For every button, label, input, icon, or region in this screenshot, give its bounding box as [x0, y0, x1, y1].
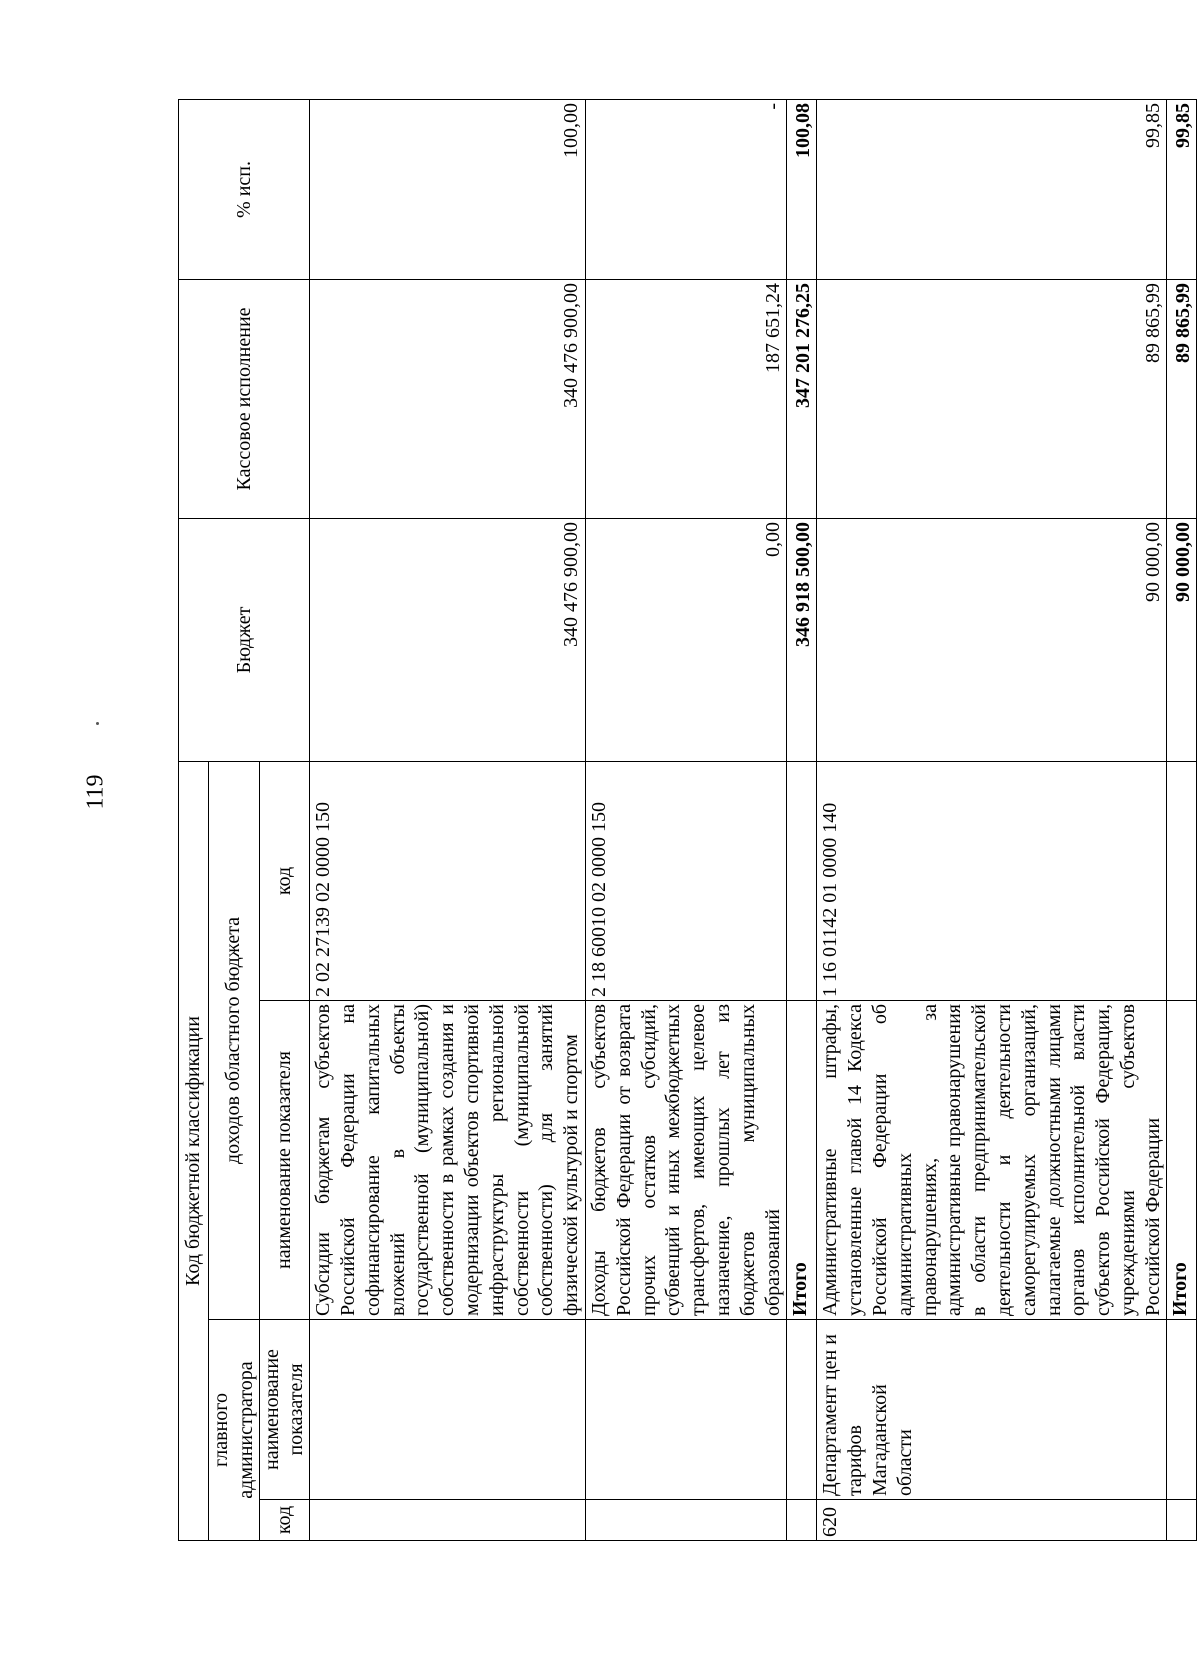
admin-code-cell: 620 — [817, 1500, 1167, 1541]
total-label: Итого — [787, 1001, 817, 1320]
admin-name-cell — [787, 1320, 817, 1500]
total-budget: 90 000,00 — [1167, 518, 1197, 761]
table-row — [817, 99, 1167, 1540]
header-cash-execution: Кассовое исполнение — [179, 279, 310, 518]
admin-name-cell — [1167, 1320, 1197, 1500]
admin-code-cell — [1167, 1500, 1197, 1541]
budget-revenue-table — [178, 99, 1197, 1541]
admin-name-cell: Департамент цен и тарифов Магаданской области — [817, 1320, 1167, 1500]
total-row — [1167, 99, 1197, 1540]
total-cash-execution: 89 865,99 — [1167, 279, 1197, 518]
revenue-code-cell: 1 16 01142 01 0000 140 — [817, 761, 1167, 1000]
admin-code-cell — [585, 1500, 786, 1541]
percent-cell: - — [585, 99, 786, 279]
admin-name-cell — [585, 1320, 786, 1500]
cash-execution-cell: 340 476 900,00 — [310, 279, 586, 518]
header-revenue-indicator-name: наименование показателя — [259, 1001, 310, 1320]
percent-cell: 100,00 — [310, 99, 586, 279]
total-percent: 100,08 — [787, 99, 817, 279]
header-percent: % исп. — [179, 99, 310, 279]
admin-code-cell — [787, 1500, 817, 1541]
total-label: Итого — [1167, 1001, 1197, 1320]
cash-execution-cell: 187 651,24 — [585, 279, 786, 518]
header-classification: Код бюджетной классификации — [179, 761, 209, 1540]
budget-cell: 90 000,00 — [817, 518, 1167, 761]
indicator-name-cell: Субсидии бюджетам субъектов Российской Федерации на софинансирование капитальных вложений в объекты государственной (муниципальной) собственности в рамках создания и модернизации объектов спортивной инфраструктуры региональной собственности (муниципальной собственности) для занятий физической культурой и спортом — [310, 1001, 586, 1320]
rotated-table-wrapper — [178, 100, 1194, 1541]
cash-execution-cell: 89 865,99 — [817, 279, 1167, 518]
indicator-name-cell: Доходы бюджетов субъектов Российской Федерации от возврата прочих остатков субсидий, субвенций и иных межбюджетных трансфертов, имеющих целевое назначение, прошлых лет из бюджетов муниципальных образований — [585, 1001, 786, 1320]
table-row — [310, 99, 586, 1540]
header-budget: Бюджет — [179, 518, 310, 761]
admin-code-cell — [310, 1500, 586, 1541]
total-cash-execution: 347 201 276,25 — [787, 279, 817, 518]
revenue-code-cell: 2 18 60010 02 0000 150 — [585, 761, 786, 1000]
total-percent: 99,85 — [1167, 99, 1197, 279]
header-revenue: доходов областного бюджета — [209, 761, 260, 1319]
header-admin-indicator-name: наименование показателя — [259, 1320, 310, 1500]
header-admin-code: код — [259, 1500, 310, 1541]
header-revenue-code: код — [259, 761, 310, 1000]
page-number: 119 — [82, 774, 109, 810]
budget-cell: 0,00 — [585, 518, 786, 761]
admin-name-cell — [310, 1320, 586, 1500]
revenue-code-cell — [787, 761, 817, 1000]
percent-cell: 99,85 — [817, 99, 1167, 279]
budget-cell: 340 476 900,00 — [310, 518, 586, 761]
table-row — [585, 99, 786, 1540]
header-chief-admin: главного администратора — [209, 1320, 260, 1541]
scan-speck — [96, 722, 99, 725]
indicator-name-cell: Административные штрафы, установленные главой 14 Кодекса Российской Федерации об административных правонарушениях, за административные правонарушения в области предпринимательской деятельности и деятельности саморегулируемых организаций, налагаемые должностными лицами органов исполнительной власти субъектов Российской Федерации, учреждениями субъектов Российской Федерации — [817, 1001, 1167, 1320]
revenue-code-cell — [1167, 761, 1197, 1000]
total-budget: 346 918 500,00 — [787, 518, 817, 761]
revenue-code-cell: 2 02 27139 02 0000 150 — [310, 761, 586, 1000]
total-row — [787, 99, 817, 1540]
